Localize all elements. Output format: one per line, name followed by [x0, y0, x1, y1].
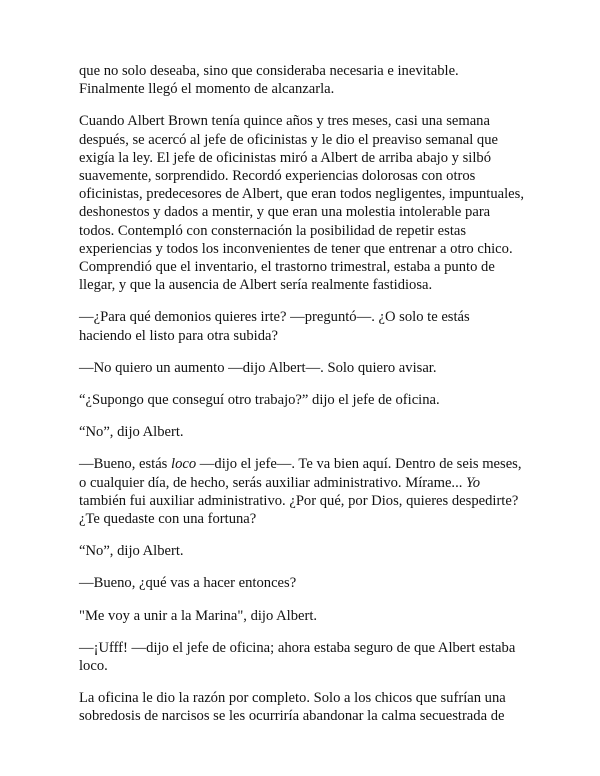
text-line: —¿Para qué demonios quieres irte? —preguntó—. ¿O solo te estás — [79, 309, 470, 326]
text-line: loco. — [79, 658, 108, 675]
text-line: Cuando Albert Brown tenía quince años y tres meses, casi una semana — [79, 113, 490, 130]
text-line: todos. Contempló con consternación la posibilidad de repetir estas — [79, 222, 467, 239]
paragraph — [79, 607, 529, 625]
text-line: —¡Ufff! —dijo el jefe de oficina; ahora estaba seguro de que Albert estaba — [79, 639, 516, 656]
paragraph — [79, 112, 529, 294]
paragraph — [79, 423, 529, 441]
text-segment: —dijo el jefe—. Te va bien aquí. Dentro de seis meses, — [196, 456, 522, 473]
text-line: ¿Te quedaste con una fortuna? — [79, 511, 257, 528]
text-line: “No”, dijo Albert. — [79, 543, 184, 560]
text-line: exigía la ley. El jefe de oficinistas miró a Albert de arriba abajo y silbó — [79, 149, 491, 166]
text-line: experiencias y todos los inconvenientes de tener que entrenar a otro chico. — [79, 240, 513, 257]
text-line: Finalmente llegó el momento de alcanzarla. — [79, 81, 335, 98]
text-line: después, se acercó al jefe de oficinistas y le dio el preaviso semanal que — [79, 131, 499, 148]
text-line: que no solo deseaba, sino que consideraba necesaria e inevitable. — [79, 63, 459, 79]
text-line: llegar, y que la ausencia de Albert sería realmente fastidiosa. — [79, 277, 433, 294]
paragraph — [79, 62, 529, 98]
text-line: —No quiero un aumento —dijo Albert—. Solo quiero avisar. — [79, 359, 437, 376]
document-page — [79, 62, 529, 740]
paragraph — [79, 391, 529, 409]
paragraph — [79, 689, 529, 725]
text-line: también fui auxiliar administrativo. ¿Por qué, por Dios, quieres despedirte? — [79, 492, 519, 509]
emphasis-text: loco — [171, 456, 197, 473]
text-line: La oficina le dio la razón por completo. Solo a los chicos que sufrían una — [79, 690, 506, 707]
paragraph — [79, 639, 529, 675]
text-segment: o cualquier día, de hecho, serás auxiliar administrativo. Mírame... — [79, 474, 467, 491]
text-line: —Bueno, ¿qué vas a hacer entonces? — [79, 575, 297, 592]
emphasis-text: Yo — [466, 474, 481, 491]
text-line: “¿Supongo que conseguí otro trabajo?” dijo el jefe de oficina. — [79, 392, 440, 409]
paragraph — [79, 574, 529, 592]
paragraph — [79, 308, 529, 344]
text-line: sobredosis de narcisos se les ocurriría abandonar la calma secuestrada de — [79, 708, 505, 725]
text-segment: —Bueno, estás — [79, 456, 172, 473]
paragraph — [79, 542, 529, 560]
text-line: "Me voy a unir a la Marina", dijo Albert. — [79, 607, 318, 624]
paragraph — [79, 359, 529, 377]
paragraph — [79, 455, 529, 528]
text-line: haciendo el listo para otra subida? — [79, 327, 278, 344]
text-line: oficinistas, predecesores de Albert, que eran todos negligentes, impuntuales, — [79, 186, 524, 203]
text-line: suavemente, sorprendido. Recordó experiencias dolorosas con otros — [79, 168, 476, 185]
text-line: “No”, dijo Albert. — [79, 424, 184, 441]
text-line: deshonestos y dados a mentir, y que eran una molestia intolerable para — [79, 204, 491, 221]
text-line: Comprendió que el inventario, el trastorno trimestral, estaba a punto de — [79, 259, 495, 276]
